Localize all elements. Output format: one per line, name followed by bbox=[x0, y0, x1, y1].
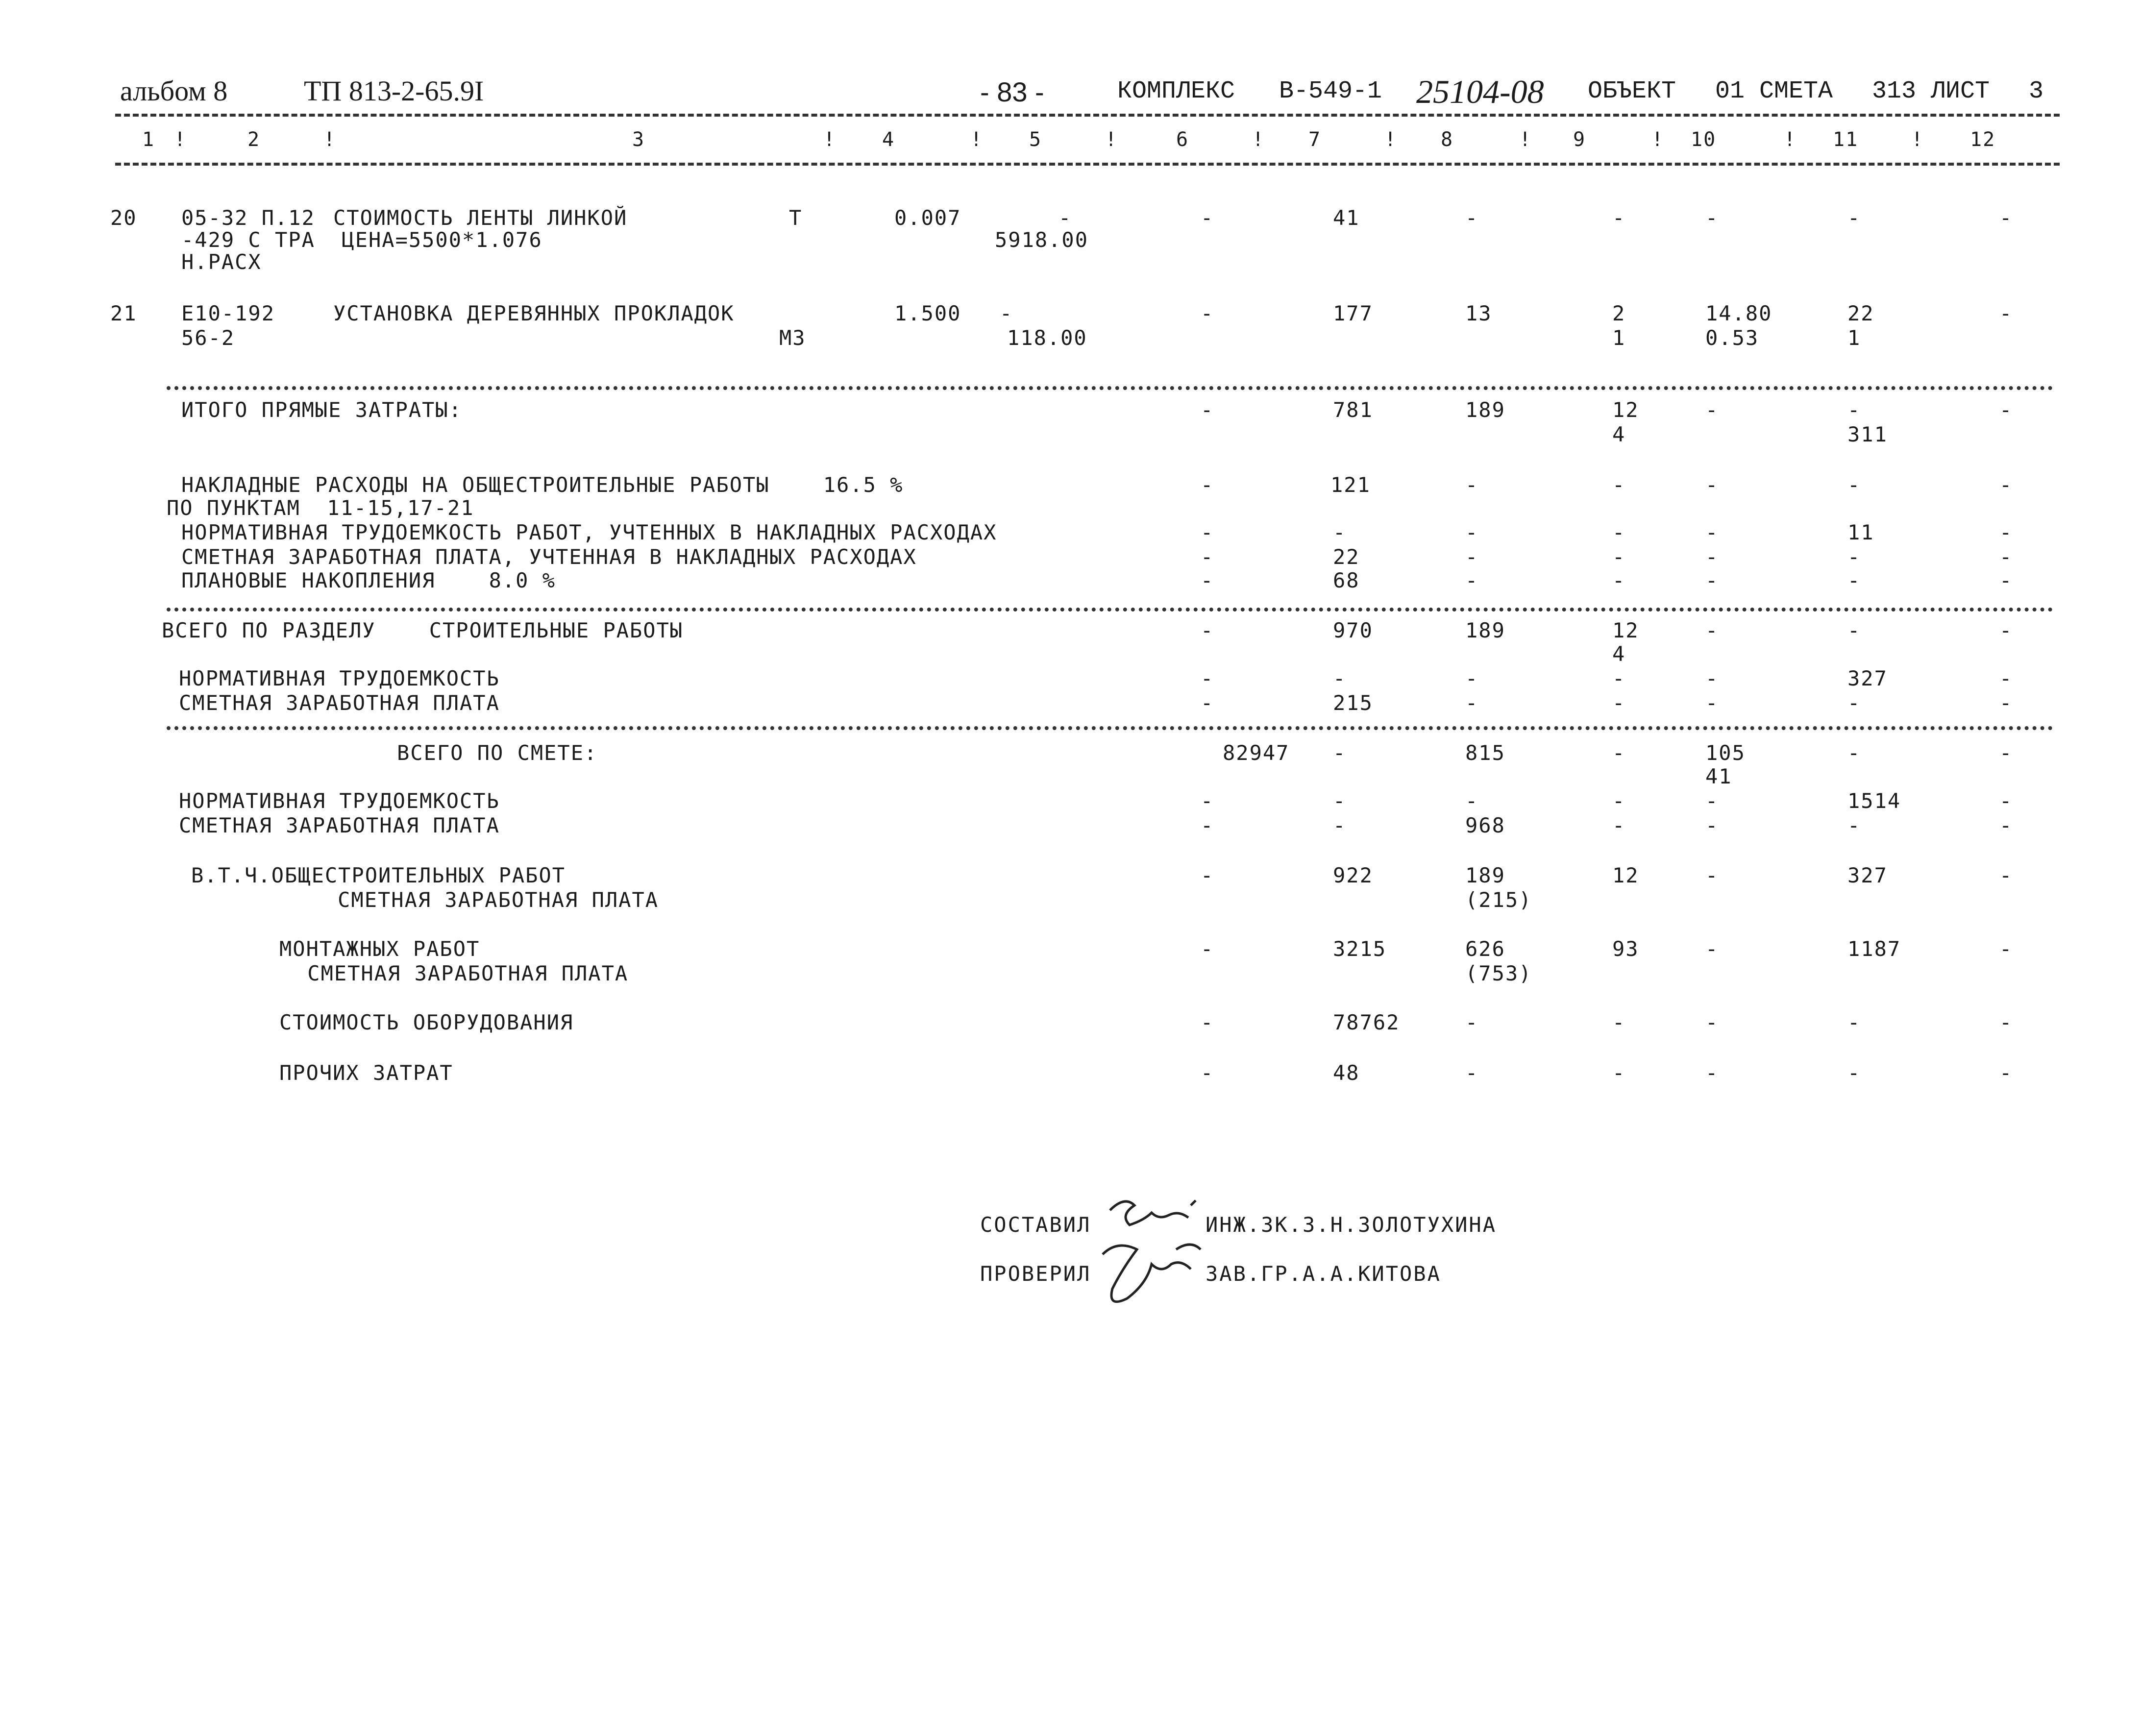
cell-c7: 215 bbox=[1333, 691, 1373, 715]
cell-c6: - bbox=[1201, 618, 1214, 642]
table-row bbox=[0, 764, 2141, 790]
table-row bbox=[0, 888, 2141, 913]
cell-c10: - bbox=[1705, 568, 1719, 592]
cell-c8: 815 bbox=[1465, 741, 1505, 765]
cell-c3: ВСЕГО ПО РАЗДЕЛУ СТРОИТЕЛЬНЫЕ РАБОТЫ bbox=[162, 618, 684, 642]
cell-c10: - bbox=[1705, 789, 1719, 813]
cell-c11: 11 bbox=[1847, 520, 1874, 544]
col-11-number: 11 bbox=[1833, 128, 1859, 151]
cell-c4u: М3 bbox=[779, 326, 806, 350]
table-row bbox=[0, 301, 2141, 327]
table-row bbox=[0, 496, 2141, 521]
cell-c8: - bbox=[1465, 545, 1479, 569]
cell-c10: - bbox=[1705, 618, 1719, 642]
cell-c11: - bbox=[1847, 813, 1861, 837]
cell-c3: ВСЕГО ПО СМЕТЕ: bbox=[397, 741, 598, 765]
cell-c12: - bbox=[1999, 520, 2013, 544]
cell-c12: - bbox=[1999, 1010, 2013, 1034]
cell-c9: - bbox=[1612, 1061, 1626, 1085]
cell-c3: ИТОГО ПРЯМЫЕ ЗАТРАТЫ: bbox=[181, 398, 463, 422]
cell-c2: Е10-192 bbox=[181, 301, 275, 325]
cell-c10: - bbox=[1705, 1061, 1719, 1085]
complex-code: В-549-1 bbox=[1279, 77, 1382, 105]
cell-c2: -429 С ТРА ЦЕНА=5500*1.076 bbox=[181, 228, 542, 252]
cell-c8: (215) bbox=[1465, 888, 1532, 912]
cell-c10: - bbox=[1705, 937, 1719, 961]
cell-c3: СМЕТНАЯ ЗАРАБОТНАЯ ПЛАТА bbox=[179, 813, 500, 837]
cell-c9: - bbox=[1612, 741, 1626, 765]
section-separator bbox=[167, 608, 2053, 611]
cell-c11: - bbox=[1847, 398, 1861, 422]
cell-c9: - bbox=[1612, 691, 1626, 715]
col-1-number: 1 bbox=[142, 128, 155, 151]
cell-c10: - bbox=[1705, 545, 1719, 569]
cell-c8: - bbox=[1465, 206, 1479, 230]
table-row bbox=[0, 642, 2141, 667]
cell-c6: - bbox=[1201, 520, 1214, 544]
table-row bbox=[0, 1010, 2141, 1036]
cell-c3: СМЕТНАЯ ЗАРАБОТНАЯ ПЛАТА, УЧТЕННАЯ В НАКЛАДНЫХ РАСХОДАХ bbox=[181, 545, 917, 569]
cell-c9: 12 bbox=[1612, 863, 1639, 887]
table-row bbox=[0, 473, 2141, 498]
col-3-number: 3 bbox=[632, 128, 645, 151]
cell-c11: - bbox=[1847, 206, 1861, 230]
cell-c10: - bbox=[1705, 1010, 1719, 1034]
cell-c7: 922 bbox=[1333, 863, 1373, 887]
cell-c11: - bbox=[1847, 741, 1861, 765]
cell-c3: НАКЛАДНЫЕ РАСХОДЫ НА ОБЩЕСТРОИТЕЛЬНЫЕ РАБОТЫ 16.5 % bbox=[181, 473, 904, 497]
cell-c9: - bbox=[1612, 1010, 1626, 1034]
cell-c8: - bbox=[1465, 473, 1479, 497]
cell-c7: 78762 bbox=[1333, 1010, 1400, 1034]
table-row bbox=[0, 691, 2141, 716]
cell-c11: 22 bbox=[1847, 301, 1874, 325]
cell-c8: 626 bbox=[1465, 937, 1505, 961]
checked-label: ПРОВЕРИЛ bbox=[980, 1262, 1091, 1286]
cell-c6: - bbox=[1201, 206, 1214, 230]
section-separator bbox=[167, 726, 2053, 730]
cell-c3: СТОИМОСТЬ ЛЕНТЫ ЛИНКОЙ bbox=[333, 206, 628, 230]
cell-c11: - bbox=[1847, 1010, 1861, 1034]
col-9-number: 9 bbox=[1573, 128, 1586, 151]
cell-c12: - bbox=[1999, 863, 2013, 887]
cell-c2: 05-32 П.12 bbox=[181, 206, 315, 230]
cell-c10: - bbox=[1705, 398, 1719, 422]
cell-c9: 4 bbox=[1612, 422, 1626, 446]
sheet-label: 313 ЛИСТ bbox=[1872, 77, 1990, 105]
cell-c5: - bbox=[1000, 301, 1013, 325]
cell-c11: 327 bbox=[1847, 666, 1888, 690]
col-5-number: 5 bbox=[1029, 128, 1042, 151]
cell-c6: - bbox=[1201, 398, 1214, 422]
cell-c10: - bbox=[1705, 666, 1719, 690]
cell-c10: 0.53 bbox=[1705, 326, 1759, 350]
cell-c12: - bbox=[1999, 789, 2013, 813]
table-row bbox=[0, 937, 2141, 962]
cell-c7: - bbox=[1333, 789, 1347, 813]
cell-c5: 5918.00 bbox=[995, 228, 1089, 252]
cell-c11: - bbox=[1847, 568, 1861, 592]
cell-c6: - bbox=[1201, 789, 1214, 813]
col-10-number: 10 bbox=[1691, 128, 1717, 151]
object-label: ОБЪЕКТ bbox=[1588, 77, 1676, 105]
sheet-number: 3 bbox=[2029, 77, 2044, 105]
cell-c9: - bbox=[1612, 789, 1626, 813]
cell-c7: - bbox=[1333, 666, 1347, 690]
cell-c8: (753) bbox=[1465, 961, 1532, 985]
cell-c9: - bbox=[1612, 473, 1626, 497]
cell-c12: - bbox=[1999, 741, 2013, 765]
cell-c6: - bbox=[1201, 1010, 1214, 1034]
cell-c9: - bbox=[1612, 813, 1626, 837]
col-2-number: 2 bbox=[247, 128, 261, 151]
col-8-number: 8 bbox=[1441, 128, 1454, 151]
cell-c11: 1514 bbox=[1847, 789, 1901, 813]
cell-c11: 1187 bbox=[1847, 937, 1901, 961]
cell-c9: - bbox=[1612, 206, 1626, 230]
cell-c7: 22 bbox=[1333, 545, 1360, 569]
cell-c10: - bbox=[1705, 206, 1719, 230]
cell-c11: 311 bbox=[1847, 422, 1888, 446]
cell-c6: - bbox=[1201, 937, 1214, 961]
cell-c3: МОНТАЖНЫХ РАБОТ bbox=[279, 937, 480, 961]
cell-c10: - bbox=[1705, 691, 1719, 715]
cell-c6: 82947 bbox=[1223, 741, 1290, 765]
cell-c7: - bbox=[1333, 520, 1347, 544]
cell-c11: - bbox=[1847, 473, 1861, 497]
cell-c6: - bbox=[1201, 545, 1214, 569]
cell-c3: НОРМАТИВНАЯ ТРУДОЕМКОСТЬ РАБОТ, УЧТЕННЫХ В НАКЛАДНЫХ РАСХОДАХ bbox=[181, 520, 997, 544]
table-row bbox=[0, 666, 2141, 692]
estimate-label: 01 СМЕТА bbox=[1715, 77, 1833, 105]
cell-c7: 121 bbox=[1330, 473, 1371, 497]
cell-c10: - bbox=[1705, 813, 1719, 837]
cell-c12: - bbox=[1999, 398, 2013, 422]
col-12-number: 12 bbox=[1970, 128, 1996, 151]
table-row bbox=[0, 326, 2141, 351]
cell-c11: 1 bbox=[1847, 326, 1861, 350]
cell-c10: - bbox=[1705, 473, 1719, 497]
cell-c7: 68 bbox=[1333, 568, 1360, 592]
cell-c3: СТОИМОСТЬ ОБОРУДОВАНИЯ bbox=[279, 1010, 574, 1034]
cell-c4: 1.500 bbox=[894, 301, 961, 325]
cell-c9: 2 bbox=[1612, 301, 1626, 325]
cell-c9: - bbox=[1612, 568, 1626, 592]
cell-c7: 3215 bbox=[1333, 937, 1387, 961]
cell-c9: 12 bbox=[1612, 398, 1639, 422]
compiled-by: ИНЖ.3К.З.Н.ЗОЛОТУХИНА bbox=[1206, 1213, 1497, 1237]
cell-c3: В.Т.Ч.ОБЩЕСТРОИТЕЛЬНЫХ РАБОТ bbox=[191, 863, 566, 887]
table-row bbox=[0, 741, 2141, 766]
cell-c11: - bbox=[1847, 545, 1861, 569]
table-row bbox=[0, 789, 2141, 814]
table-row bbox=[0, 398, 2141, 423]
table-row bbox=[0, 568, 2141, 594]
complex-label: КОМПЛЕКС bbox=[1117, 77, 1235, 105]
cell-c9: 1 bbox=[1612, 326, 1626, 350]
cell-c9: - bbox=[1612, 666, 1626, 690]
compiled-label: СОСТАВИЛ bbox=[980, 1213, 1091, 1237]
cell-c12: - bbox=[1999, 568, 2013, 592]
cell-c9: - bbox=[1612, 545, 1626, 569]
cell-c12: - bbox=[1999, 666, 2013, 690]
cell-c4u: Т bbox=[789, 206, 803, 230]
cell-c12: - bbox=[1999, 618, 2013, 642]
cell-c6: - bbox=[1201, 473, 1214, 497]
cell-c3: НОРМАТИВНАЯ ТРУДОЕМКОСТЬ bbox=[179, 789, 500, 813]
cell-c1: 20 bbox=[110, 206, 137, 230]
album-label: альбом 8 bbox=[120, 75, 228, 107]
cell-c7: 48 bbox=[1333, 1061, 1360, 1085]
cell-c7: - bbox=[1333, 813, 1347, 837]
col-4-number: 4 bbox=[882, 128, 895, 151]
checked-signature-icon bbox=[1093, 1230, 1210, 1313]
table-row bbox=[0, 863, 2141, 889]
cell-c10: - bbox=[1705, 863, 1719, 887]
project-code: ТП 813-2-65.9I bbox=[304, 75, 484, 107]
cell-c8: 189 bbox=[1465, 863, 1505, 887]
table-row bbox=[0, 520, 2141, 546]
cell-c8: - bbox=[1465, 520, 1479, 544]
cell-c10: 105 bbox=[1705, 741, 1746, 765]
cell-c8: 13 bbox=[1465, 301, 1492, 325]
table-row bbox=[0, 813, 2141, 839]
cell-c7: 177 bbox=[1333, 301, 1373, 325]
checked-by: ЗАВ.ГР.А.А.КИТОВА bbox=[1206, 1262, 1441, 1286]
cell-c7: 970 bbox=[1333, 618, 1373, 642]
cell-c3: СМЕТНАЯ ЗАРАБОТНАЯ ПЛАТА bbox=[284, 888, 659, 912]
cell-c11: - bbox=[1847, 691, 1861, 715]
cell-c7: 781 bbox=[1333, 398, 1373, 422]
cell-c12: - bbox=[1999, 545, 2013, 569]
cell-c12: - bbox=[1999, 813, 2013, 837]
cell-c10: 14.80 bbox=[1705, 301, 1772, 325]
cell-c3: СМЕТНАЯ ЗАРАБОТНАЯ ПЛАТА bbox=[294, 961, 629, 985]
cell-c8: 189 bbox=[1465, 618, 1505, 642]
cell-c8: 968 bbox=[1465, 813, 1505, 837]
cell-c2: Н.РАСХ bbox=[181, 250, 262, 274]
table-row bbox=[0, 250, 2141, 275]
header-rule-top bbox=[115, 114, 2060, 117]
header-rule-bottom bbox=[115, 163, 2060, 166]
cell-c6: - bbox=[1201, 691, 1214, 715]
cell-c7: 41 bbox=[1333, 206, 1360, 230]
cell-c9: 93 bbox=[1612, 937, 1639, 961]
cell-c9: 4 bbox=[1612, 642, 1626, 666]
cell-c8: - bbox=[1465, 1061, 1479, 1085]
cell-c5: 118.00 bbox=[1007, 326, 1087, 350]
cell-c7: - bbox=[1333, 741, 1347, 765]
cell-c11: - bbox=[1847, 1061, 1861, 1085]
cell-c8: - bbox=[1465, 691, 1479, 715]
cell-c10: 41 bbox=[1705, 764, 1732, 788]
cell-c6: - bbox=[1201, 813, 1214, 837]
cell-c3: СМЕТНАЯ ЗАРАБОТНАЯ ПЛАТА bbox=[179, 691, 500, 715]
table-row bbox=[0, 422, 2141, 448]
col-7-number: 7 bbox=[1308, 128, 1322, 151]
cell-c2: 56-2 bbox=[181, 326, 235, 350]
cell-c6: - bbox=[1201, 863, 1214, 887]
cell-c6: - bbox=[1201, 666, 1214, 690]
cell-c1: 21 bbox=[110, 301, 137, 325]
cell-c3: НОРМАТИВНАЯ ТРУДОЕМКОСТЬ bbox=[179, 666, 500, 690]
cell-c12: - bbox=[1999, 301, 2013, 325]
cell-c12: - bbox=[1999, 1061, 2013, 1085]
cell-c8: - bbox=[1465, 568, 1479, 592]
cell-c5: - bbox=[1058, 206, 1072, 230]
cell-c9: - bbox=[1612, 520, 1626, 544]
cell-c11: 327 bbox=[1847, 863, 1888, 887]
table-row bbox=[0, 1061, 2141, 1086]
cell-c3: ПРОЧИХ ЗАТРАТ bbox=[279, 1061, 453, 1085]
cell-c6: - bbox=[1201, 301, 1214, 325]
cell-c9: 12 bbox=[1612, 618, 1639, 642]
cell-c6: - bbox=[1201, 1061, 1214, 1085]
cell-c11: - bbox=[1847, 618, 1861, 642]
cell-c3: ПЛАНОВЫЕ НАКОПЛЕНИЯ 8.0 % bbox=[181, 568, 556, 592]
table-row bbox=[0, 545, 2141, 570]
page-number: - 83 - bbox=[980, 76, 1044, 107]
cell-c12: - bbox=[1999, 206, 2013, 230]
cell-c3: УСТАНОВКА ДЕРЕВЯННЫХ ПРОКЛАДОК bbox=[333, 301, 735, 325]
section-separator bbox=[167, 386, 2053, 390]
cell-c12: - bbox=[1999, 473, 2013, 497]
cell-c10: - bbox=[1705, 520, 1719, 544]
cell-c3: ПО ПУНКТАМ 11-15,17-21 bbox=[167, 496, 474, 520]
col-6-number: 6 bbox=[1176, 128, 1189, 151]
cell-c8: 189 bbox=[1465, 398, 1505, 422]
cell-c8: - bbox=[1465, 789, 1479, 813]
cell-c12: - bbox=[1999, 691, 2013, 715]
cell-c8: - bbox=[1465, 666, 1479, 690]
cell-c8: - bbox=[1465, 1010, 1479, 1034]
cell-c12: - bbox=[1999, 937, 2013, 961]
cell-c4: 0.007 bbox=[894, 206, 961, 230]
table-row bbox=[0, 961, 2141, 987]
column-separators: ! ! ! ! ! ! ! ! ! ! ! bbox=[174, 128, 1924, 151]
cell-c6: - bbox=[1201, 568, 1214, 592]
handwritten-code: 25104-08 bbox=[1416, 73, 1544, 110]
table-row bbox=[0, 618, 2141, 644]
